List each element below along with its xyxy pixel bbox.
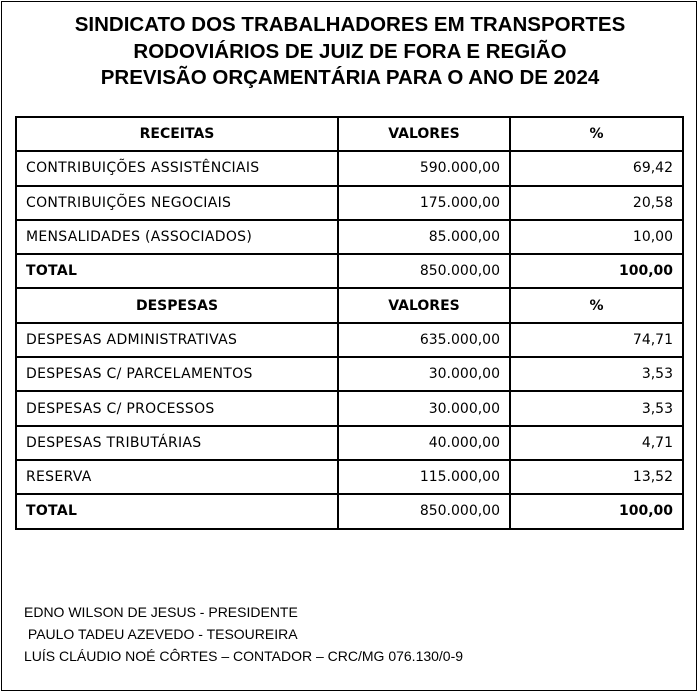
row-pct: 3,53	[510, 391, 683, 425]
row-valor: 30.000,00	[338, 357, 510, 391]
row-pct: 13,52	[510, 460, 683, 494]
row-label: RESERVA	[16, 460, 338, 494]
signature-treasurer: PAULO TADEU AZEVEDO - TESOUREIRA	[24, 626, 298, 642]
table-row	[16, 460, 683, 494]
row-label: DESPESAS ADMINISTRATIVAS	[16, 323, 338, 357]
total-pct: 100,00	[510, 494, 683, 528]
table-row	[16, 323, 683, 357]
table-row	[16, 391, 683, 425]
despesas-total-row	[16, 494, 683, 528]
row-valor: 115.000,00	[338, 460, 510, 494]
row-label: CONTRIBUIÇÕES ASSISTÊNCIAIS	[16, 151, 338, 185]
row-pct: 10,00	[510, 220, 683, 254]
total-valor: 850.000,00	[338, 254, 510, 288]
table-row	[16, 220, 683, 254]
row-label: DESPESAS C/ PROCESSOS	[16, 391, 338, 425]
row-valor: 85.000,00	[338, 220, 510, 254]
title-line-3: PREVISÃO ORÇAMENTÁRIA PARA O ANO DE 2024	[100, 66, 600, 89]
receitas-total-row	[16, 254, 683, 288]
row-pct: 69,42	[510, 151, 683, 185]
title-line-1: SINDICATO DOS TRABALHADORES EM TRANSPORTES	[74, 13, 626, 36]
budget-table	[15, 116, 684, 530]
row-valor: 590.000,00	[338, 151, 510, 185]
title-line-2: RODOVIÁRIOS DE JUIZ DE FORA E REGIÃO	[133, 39, 567, 63]
row-valor: 40.000,00	[338, 426, 510, 460]
table-row	[16, 151, 683, 185]
row-pct: 4,71	[510, 426, 683, 460]
row-pct: 20,58	[510, 186, 683, 220]
signature-president: EDNO WILSON DE JESUS - PRESIDENTE	[24, 604, 298, 620]
despesas-header-pct: %	[510, 288, 683, 322]
row-label: MENSALIDADES (ASSOCIADOS)	[16, 220, 338, 254]
row-valor: 175.000,00	[338, 186, 510, 220]
despesas-header-valores: VALORES	[338, 288, 510, 322]
row-label: DESPESAS TRIBUTÁRIAS	[16, 426, 338, 460]
signatures	[24, 601, 463, 667]
row-label: CONTRIBUIÇÕES NEGOCIAIS	[16, 186, 338, 220]
total-label: TOTAL	[16, 494, 338, 528]
table-row	[16, 357, 683, 391]
table-row	[16, 186, 683, 220]
receitas-header-label: RECEITAS	[16, 117, 338, 151]
total-valor: 850.000,00	[338, 494, 510, 528]
despesas-header-label: DESPESAS	[16, 288, 338, 322]
row-valor: 30.000,00	[338, 391, 510, 425]
row-pct: 3,53	[510, 357, 683, 391]
signature-accountant: LUÍS CLÁUDIO NOÉ CÔRTES – CONTADOR – CRC/MG 076.130/0-9	[24, 648, 464, 664]
despesas-header-row	[16, 288, 683, 322]
total-label: TOTAL	[16, 254, 338, 288]
receitas-header-row	[16, 117, 683, 151]
receitas-header-pct: %	[510, 117, 683, 151]
receitas-header-valores: VALORES	[338, 117, 510, 151]
row-label: DESPESAS C/ PARCELAMENTOS	[16, 357, 338, 391]
document-title	[0, 12, 700, 92]
table-row	[16, 426, 683, 460]
row-valor: 635.000,00	[338, 323, 510, 357]
total-pct: 100,00	[510, 254, 683, 288]
row-pct: 74,71	[510, 323, 683, 357]
